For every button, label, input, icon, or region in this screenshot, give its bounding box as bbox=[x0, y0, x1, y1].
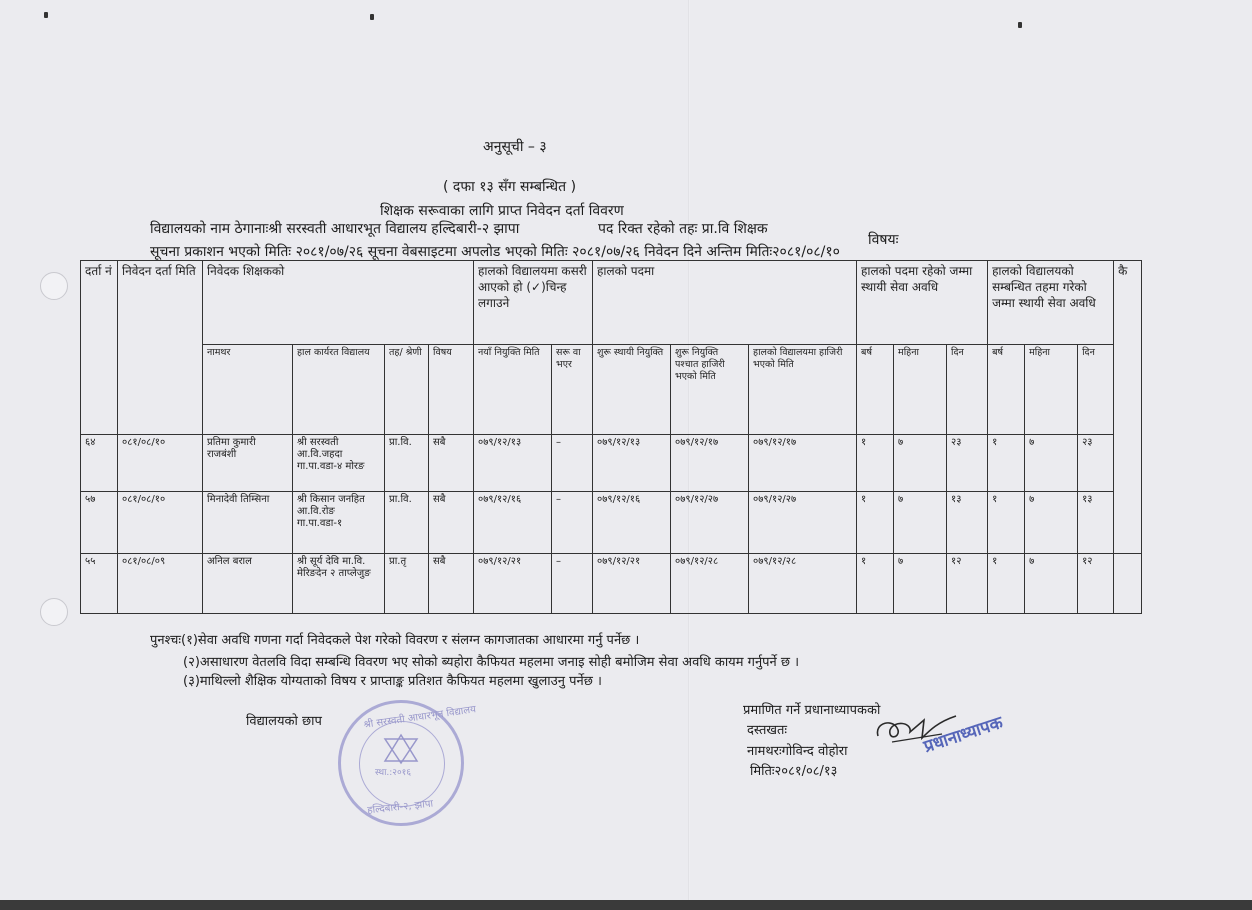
months-cell: ७ bbox=[1025, 492, 1078, 554]
current-attendance-cell: ०७९/१२/२७ bbox=[749, 492, 857, 554]
school-seal bbox=[338, 700, 477, 826]
years-cell: १ bbox=[988, 554, 1025, 614]
months-cell: ७ bbox=[1025, 554, 1078, 614]
first-permanent-cell: ०७९/१२/१६ bbox=[593, 492, 671, 554]
staple-mark bbox=[370, 14, 374, 20]
school-cell: श्री किसान जनहित आ.वि.रोङ गा.पा.वडा-१ bbox=[293, 492, 385, 554]
first-permanent-header: शुरू स्थायी नियुक्ति bbox=[593, 345, 671, 435]
current-attendance-cell: ०७९/१२/२८ bbox=[749, 554, 857, 614]
years-cell: १ bbox=[988, 492, 1025, 554]
days-cell: २३ bbox=[947, 435, 988, 492]
level-cell: प्रा.वि. bbox=[385, 435, 429, 492]
subject-cell: सबै bbox=[429, 435, 474, 492]
punch-hole bbox=[40, 598, 68, 626]
first-attendance-cell: ०७९/१२/२८ bbox=[671, 554, 749, 614]
days-cell: १२ bbox=[947, 554, 988, 614]
applicant-header: निवेदक शिक्षकको bbox=[203, 261, 474, 345]
note-2: (२)असाधारण वेतलवि विदा सम्बन्धि विवरण भए सोको ब्यहोरा कैफियत महलमा जनाइ सोही बमोजिम सेवा अवधि कायम गर्नुपर्ने छ । bbox=[183, 655, 800, 670]
table-header-row bbox=[81, 261, 1142, 345]
name-cell: मिनादेवी तिम्सिना bbox=[203, 492, 293, 554]
application-register-table bbox=[80, 260, 1142, 614]
days-cell: २३ bbox=[1078, 435, 1114, 492]
days-cell: १३ bbox=[947, 492, 988, 554]
transfer-cell: – bbox=[552, 492, 593, 554]
service-on-level-header: हालको विद्यालयको सम्बन्धित तहमा गरेको जम्मा स्थायी सेवा अवधि bbox=[988, 261, 1114, 345]
months-cell: ७ bbox=[894, 492, 947, 554]
current-post-header: हालको पदमा bbox=[593, 261, 857, 345]
remarks-cell bbox=[1114, 554, 1142, 614]
first-permanent-cell: ०७९/१२/२१ bbox=[593, 554, 671, 614]
months-cell: ७ bbox=[1025, 435, 1078, 492]
school-cell: श्री सूर्य देवि मा.वि. मेरिङदेन २ ताप्लेजुङ bbox=[293, 554, 385, 614]
first-attendance-cell: ०७९/१२/२७ bbox=[671, 492, 749, 554]
application-date-header: निवेदन दर्ता मिति bbox=[118, 261, 203, 435]
months-header: महिना bbox=[894, 345, 947, 435]
table-row bbox=[81, 492, 1142, 554]
punch-hole bbox=[40, 272, 68, 300]
current-attendance-cell: ०७९/१२/१७ bbox=[749, 435, 857, 492]
form-heading: शिक्षक सरूवाका लागि प्राप्त निवेदन दर्ता विवरण bbox=[380, 203, 624, 219]
signature-label: दस्तखतः bbox=[747, 723, 788, 738]
certifier-title: प्रमाणित गर्ने प्रधानाध्यापकको bbox=[743, 703, 881, 718]
remarks-header: कै bbox=[1114, 261, 1142, 554]
school-cell: श्री सरस्वती आ.वि.जहदा गा.पा.वडा-४ मोरङ bbox=[293, 435, 385, 492]
star-emblem-icon bbox=[383, 733, 419, 765]
new-appointment-cell: ०७९/१२/२१ bbox=[474, 554, 552, 614]
days-header: दिन bbox=[947, 345, 988, 435]
new-appointment-cell: ०७९/१२/१३ bbox=[474, 435, 552, 492]
transfer-header: सरू वा भएर bbox=[552, 345, 593, 435]
headteacher-name: नामथरःगोविन्द वोहोरा bbox=[747, 744, 848, 759]
first-attendance-header: शुरू नियुक्ति पश्चात हाजिरी भएको मिति bbox=[671, 345, 749, 435]
headteacher-role-stamp: प्रधानाध्यापक bbox=[921, 712, 1006, 758]
days-cell: १३ bbox=[1078, 492, 1114, 554]
annex-title: अनुसूची – ३ bbox=[483, 139, 547, 155]
date-cell: ०८१/०८/१० bbox=[118, 492, 203, 554]
years-cell: १ bbox=[988, 435, 1025, 492]
years-cell: १ bbox=[857, 435, 894, 492]
years-header: बर्ष bbox=[988, 345, 1025, 435]
name-cell: अनिल बराल bbox=[203, 554, 293, 614]
months-cell: ७ bbox=[894, 435, 947, 492]
name-cell: प्रतिमा कुमारी राजबंशी bbox=[203, 435, 293, 492]
note-1: पुनश्चः(१)सेवा अवधि गणना गर्दा निवेदकले पेश गरेको विवरण र संलग्न कागजातका आधारमा गर्नु पर्नेछ । bbox=[150, 633, 640, 648]
first-attendance-cell: ०७९/१२/१७ bbox=[671, 435, 749, 492]
name-header: नामथर bbox=[203, 345, 293, 435]
reg-no-cell: ६४ bbox=[81, 435, 118, 492]
school-seal-top-text: श्री सरस्वती आधारभूत विद्यालय bbox=[362, 704, 477, 731]
transfer-cell: – bbox=[552, 435, 593, 492]
school-name-line: विद्यालयको नाम ठेगानाःश्री सरस्वती आधारभूत विद्यालय हल्दिबारी-२ झापा bbox=[150, 221, 520, 237]
new-appointment-cell: ०७९/१२/१६ bbox=[474, 492, 552, 554]
certification-date: मितिः२०८१/०८/१३ bbox=[750, 764, 838, 779]
staple-mark bbox=[1018, 22, 1022, 28]
section-reference: ( दफा १३ सँग सम्बन्धित ) bbox=[443, 179, 577, 195]
current-attendance-header: हालको विद्यालयमा हाजिरी भएको मिति bbox=[749, 345, 857, 435]
transfer-cell: – bbox=[552, 554, 593, 614]
subject-cell: सबै bbox=[429, 492, 474, 554]
first-permanent-cell: ०७९/१२/१३ bbox=[593, 435, 671, 492]
years-header: बर्ष bbox=[857, 345, 894, 435]
subject-line: विषयः bbox=[868, 232, 899, 248]
school-seal-bottom-text: हल्दिबारी-२, झापा bbox=[366, 798, 434, 817]
subject-cell: सबै bbox=[429, 554, 474, 614]
months-cell: ७ bbox=[894, 554, 947, 614]
table-subheader-row bbox=[81, 345, 1142, 435]
school-seal-established: स्था.:२०१६ bbox=[375, 768, 412, 778]
level-cell: प्रा.वि. bbox=[385, 492, 429, 554]
days-cell: १२ bbox=[1078, 554, 1114, 614]
years-cell: १ bbox=[857, 554, 894, 614]
level-header: तह/ श्रेणी bbox=[385, 345, 429, 435]
note-3: (३)माथिल्लो शैक्षिक योग्यताको विषय र प्राप्ताङ्क प्रतिशत कैफियत महलमा खुलाउनु पर्नेछ । bbox=[183, 674, 602, 689]
level-cell: प्रा.तृ bbox=[385, 554, 429, 614]
subject-header: विषय bbox=[429, 345, 474, 435]
notice-dates-line: सूचना प्रकाशन भएको मितिः २०८१/०७/२६ सूचना वेबसाइटमा अपलोड भएको मितिः २०८१/०७/२६ निवेदन दिने अन्तिम मितिः२०८१/०८/१० bbox=[150, 244, 840, 260]
how-came-header: हालको विद्यालयमा कसरी आएको हो (✓)चिन्ह लगाउने bbox=[474, 261, 593, 345]
new-appointment-header: नयाँ नियुक्ति मिति bbox=[474, 345, 552, 435]
days-header: दिन bbox=[1078, 345, 1114, 435]
reg-no-header: दर्ता नं bbox=[81, 261, 118, 435]
reg-no-cell: ५७ bbox=[81, 492, 118, 554]
table-row bbox=[81, 435, 1142, 492]
months-header: महिना bbox=[1025, 345, 1078, 435]
service-on-post-header: हालको पदमा रहेको जम्मा स्थायी सेवा अवधि bbox=[857, 261, 988, 345]
table-row bbox=[81, 554, 1142, 614]
date-cell: ०८१/०८/१० bbox=[118, 435, 203, 492]
school-header: हाल कार्यरत विद्यालय bbox=[293, 345, 385, 435]
date-cell: ०८१/०८/०९ bbox=[118, 554, 203, 614]
years-cell: १ bbox=[857, 492, 894, 554]
school-stamp-label: विद्यालयको छाप bbox=[246, 714, 322, 729]
vacant-post-line: पद रिक्त रहेको तहः प्रा.वि शिक्षक bbox=[598, 221, 768, 237]
staple-mark bbox=[44, 12, 48, 18]
reg-no-cell: ५५ bbox=[81, 554, 118, 614]
